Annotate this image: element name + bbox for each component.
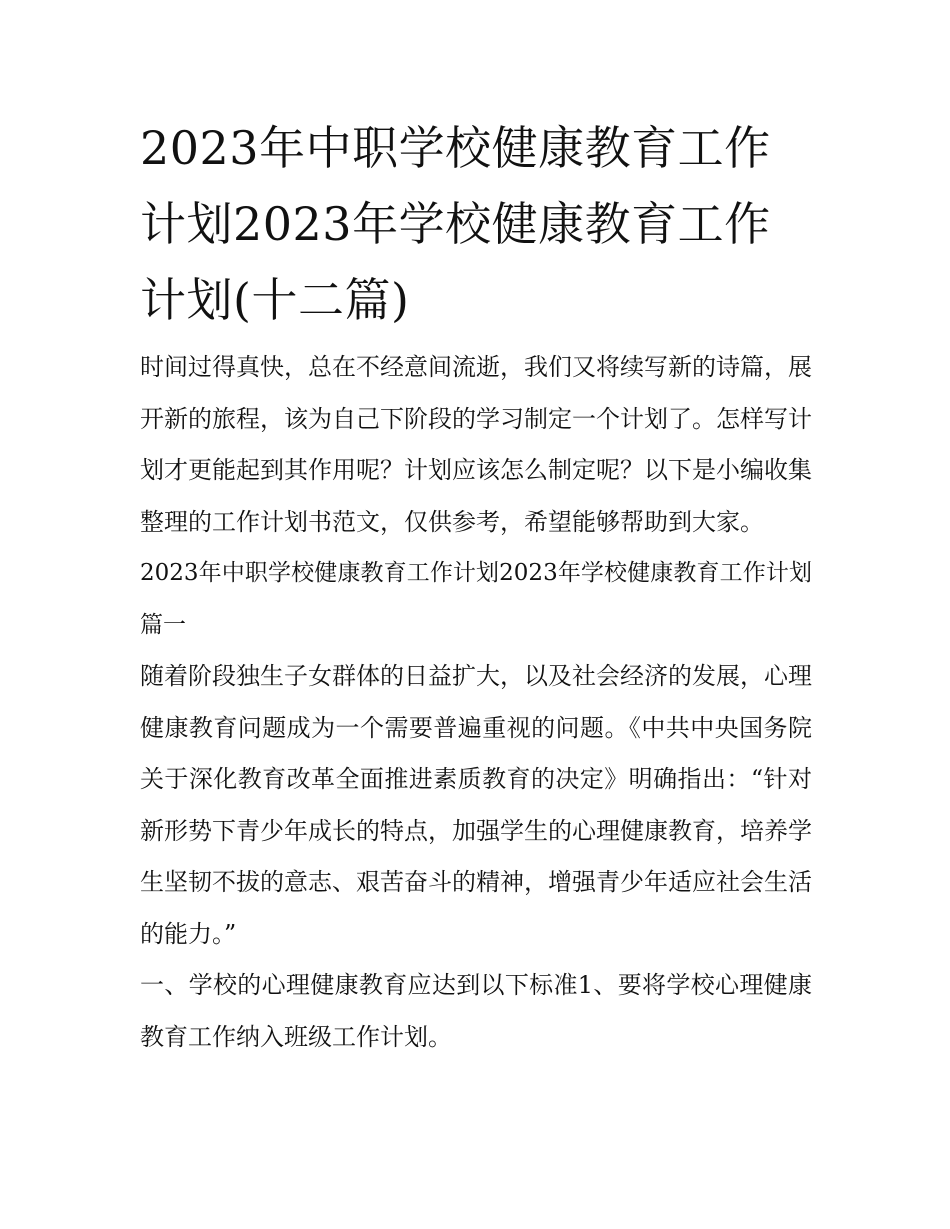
intro-paragraph: 时间过得真快，总在不经意间流逝，我们又将续写新的诗篇，展开新的旅程，该为自己下阶段的学习制定一个计划了。怎样写计划才更能起到其作用呢？计划应该怎么制定呢？以下是小编收集整理的工作计划书范文，仅供参考，希望能够帮助到大家。	[140, 353, 812, 536]
document-body	[140, 110, 812, 1063]
document-title: 2023年中职学校健康教育工作计划2023年学校健康教育工作计划(十二篇)	[140, 121, 771, 327]
body-paragraph-2: 一、学校的心理健康教育应达到以下标准1、要将学校心理健康教育工作纳入班级工作计划。	[140, 971, 812, 1051]
section-heading: 2023年中职学校健康教育工作计划2023年学校健康教育工作计划篇一	[140, 560, 812, 638]
body-paragraph-1: 随着阶段独生子女群体的日益扩大，以及社会经济的发展，心理健康教育问题成为一个需要普遍重视的问题。《中共中央国务院关于深化教育改革全面推进素质教育的决定》明确指出：“针对新形势下青少年成长的特点，加强学生的心理健康教育，培养学生坚韧不拔的意志、艰苦奋斗的精神，增强青少年适应社会生活的能力。”	[140, 662, 812, 948]
